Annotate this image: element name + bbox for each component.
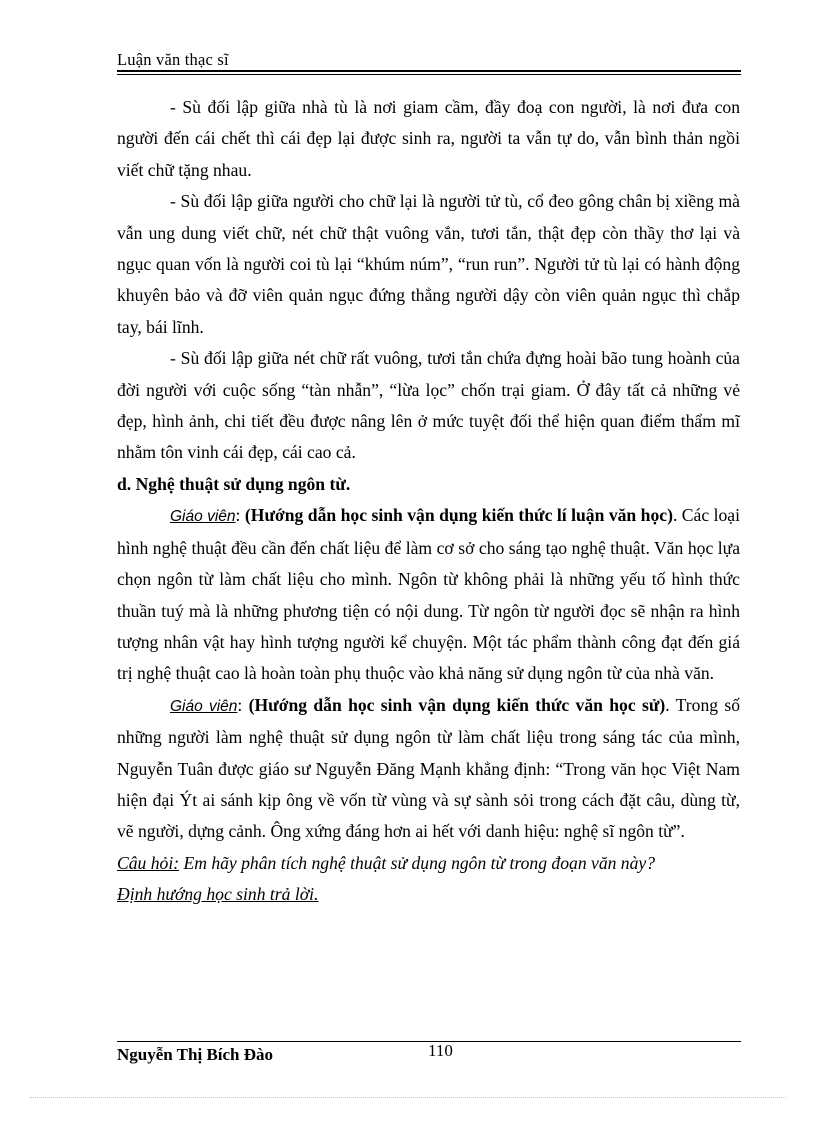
teacher-text: . Trong số những người làm nghệ thuật sử dụng ngôn từ làm chất liệu trong sáng tác của mình, Nguyễn Tuân được giáo sư Nguyễn Đăng Mạnh khẳng định: “Trong văn học Việt Nam hiện đại Ýt ai sánh kịp ông về vốn từ vùng và sự sành sỏi trong cách đặt câu, dùng từ, vẽ người, dựng cảnh. Ông xứng đáng hơn ai hết với danh hiệu: nghệ sĩ ngôn từ”. — [117, 694, 741, 842]
paragraph-contrast-prison: - Sù đối lập giữa nhà tù là nơi giam cầm, đầy đoạ con người, là nơi đưa con người đến cái chết thì cái đẹp lại được sinh ra, người ta vẫn tự do, vẫn bình thản ngồi viết chữ tặng nhau. — [117, 97, 740, 180]
document-body — [117, 92, 740, 911]
teacher-label: Giáo viên — [170, 697, 238, 715]
teacher-colon: : — [235, 505, 245, 526]
guidance-line — [117, 879, 740, 910]
paragraph-teacher-history — [117, 690, 740, 848]
paragraph-contrast-handwriting: - Sù đối lập giữa nét chữ rất vuông, tươi tắn chứa đựng hoài bão tung hoành của đời người với cuộc sống “tàn nhẫn”, “lừa lọc” chốn trại giam. Ở đây tất cả những vẻ đẹp, hình ảnh, chi tiết đều được nâng lên ở mức tuyệt đối thể hiện quan điểm thẩm mĩ nhằm tôn vinh cái đẹp, cái cao cả. — [117, 348, 740, 463]
header-rule-thin — [117, 74, 741, 75]
footer-author: Nguyễn Thị Bích Đào — [117, 1045, 274, 1064]
question-line — [117, 848, 740, 879]
teacher-colon: : — [237, 694, 249, 715]
header-rule-thick — [117, 70, 741, 72]
header-title: Luận văn thạc sĩ — [117, 50, 229, 69]
guidance-text: Định hướng học sinh trả lời. — [117, 884, 319, 905]
teacher-instruction: (Hướng dẫn học sinh vận dụng kiến thức văn học sử) — [248, 694, 666, 715]
page-number: 110 — [428, 1041, 453, 1060]
teacher-label: Giáo viên — [170, 508, 236, 526]
teacher-text: . Các loại hình nghệ thuật đều cần đến chất liệu để làm cơ sở cho sáng tạo nghệ thuật. Văn học lựa chọn ngôn từ làm chất liệu cho mình. Ngôn từ không phải là những yếu tố hình thức thuần tuý mà là những phương tiện có nội dung. Từ ngôn từ người đọc sẽ nhận ra hình tượng nhân vật hay hình tượng người kể chuyện. Một tác phẩm thành công đạt đến giá trị nghệ thuật cao là hoàn toàn phụ thuộc vào khả năng sử dụng ngôn từ của nhà văn. — [117, 505, 740, 684]
paragraph-contrast-prisoner: - Sù đối lập giữa người cho chữ lại là người tử tù, cổ đeo gông chân bị xiềng mà vẫn ung dung viết chữ, nét chữ thật vuông vắn, tươi tắn, thật đẹp còn thầy thơ lại và ngục quan vốn là người coi tù lại “khúm núm”, “run run”. Người tử tù lại có hành động khuyên bảo và đỡ viên quản ngục đứng thẳng người dậy còn viên quản ngục thì chắp tay, bái lĩnh. — [117, 191, 740, 337]
question-label: Câu hỏi: — [117, 852, 180, 873]
page-bottom-dotted-line — [30, 1097, 786, 1098]
teacher-instruction: (Hướng dẫn học sinh vận dụng kiến thức lí luận văn học) — [244, 505, 673, 526]
paragraph-teacher-theory — [117, 500, 740, 689]
question-text: Em hãy phân tích nghệ thuật sử dụng ngôn từ trong đoạn văn này? — [179, 852, 656, 873]
section-heading: d. Nghệ thuật sử dụng ngôn từ. — [117, 473, 351, 494]
